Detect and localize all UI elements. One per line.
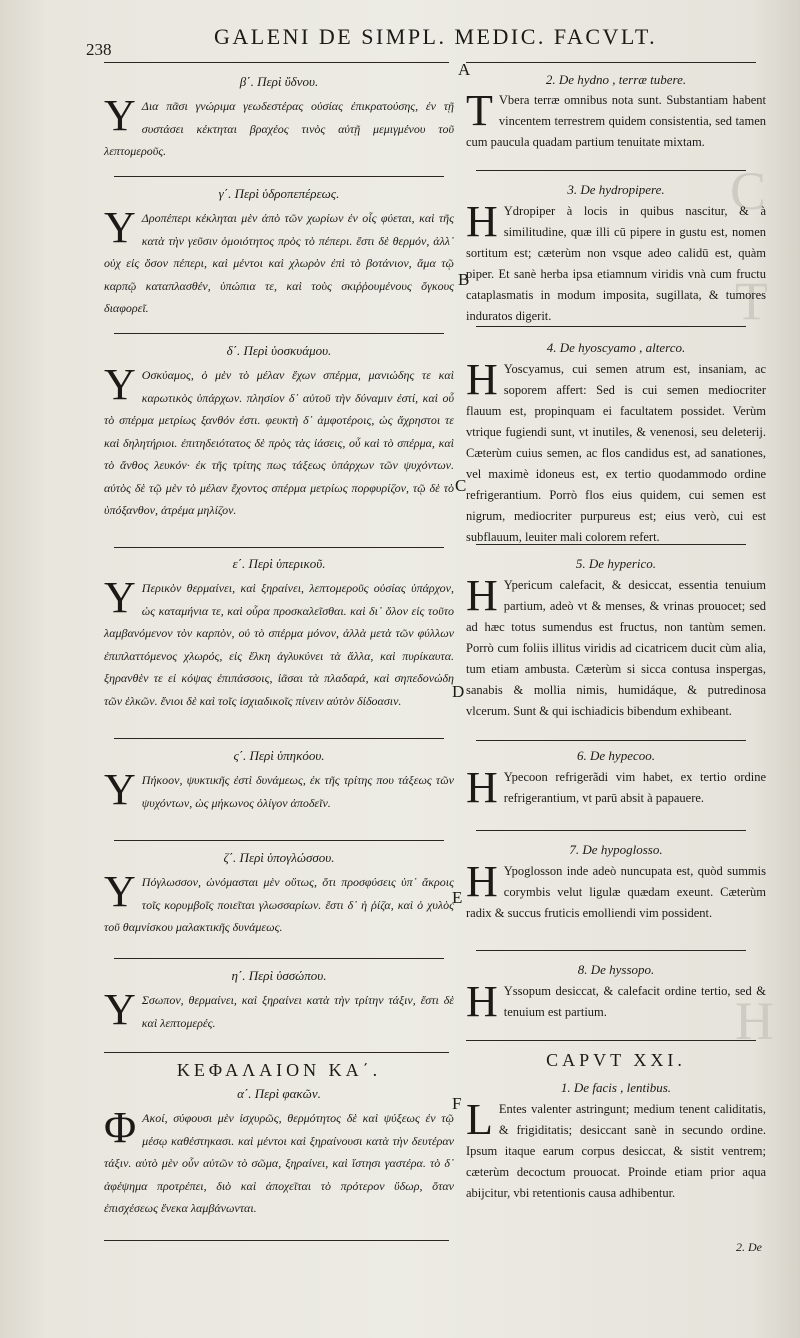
drop-capital: Φ: [104, 1103, 137, 1152]
drop-capital: Υ: [104, 573, 136, 622]
entry-title: 5. De hyperico.: [575, 556, 657, 571]
entry-text: H Ypericum calefacit, & desiccat, essentia tenuium partium, adeò vt & menses, & vrinas prouocet; sed ad hæc totus sumendus est fructus, non tantùm semen. Porrò cum foliis illitus viridis ad cicatricem ducit cùm alia, tum etiam ambusta. Cæterùm si sicca contusa inspergas, sanabis & mollia nimis, humidáque, & putredinosa vlcerum. Sunt & qui ischiadicis bibendum exhibeant.: [466, 571, 766, 718]
entry-hydropiper-gr: [104, 186, 454, 320]
entry-title: ς΄. Περὶ ὑπηκόου.: [233, 748, 325, 763]
drop-capital: Υ: [104, 765, 136, 814]
entry-hypecoon: [466, 748, 766, 812]
entry-lentils-gr: [104, 1086, 454, 1220]
column-rule: [466, 62, 756, 63]
entry-title: α΄. Περὶ φακῶν.: [237, 1086, 321, 1101]
drop-capital: L: [466, 1095, 493, 1144]
entry-hypoglosson-gr: [104, 850, 454, 939]
bleed-through-mark: C: [730, 161, 767, 221]
entry-text: H Yssopum desiccat, & calefacit ordine tertio, sed & tenuium est partium.: [466, 977, 766, 1026]
entry-title: ε΄. Περὶ ὑπερικοῦ.: [232, 556, 326, 571]
entry-text: Υ Οσκύαμος, ὁ μὲν τὸ μέλαν ἔχων σπέρμα, μανιώδης τε καὶ καρωτικὸς ὑπάρχων. πλησίον δ᾽ αὐτοῦ τὴν δύναμιν ἐστί, καὶ οὗ τὸ σπέρμα μετρίως ξανθόν ἐστι. φευκτὴ δ᾽ ἀμφοτέροις, ὡς ἄχρηστοι τε καὶ δηλητήριοι. ἐπιτηδειότατος δὲ πρὸς τὰς ἰάσεις, οὗ καὶ τὸ σπέρμα, καὶ τὸ ἄνθος λευκόν· ἐκ τῆς τρίτης πως τάξεως ὑπάρχων τῶν ψυχόντων. αὐτὸς δὲ τῷ μὲν τὸ μέλαν ἔχοντος σπέρμα μετρίως πορφυρίζον, τῷ δὲ τὸ ὑπόξανθον, ἀτρέμα μηλίζον.: [104, 360, 454, 517]
margin-letter-f: F: [452, 1094, 462, 1113]
entry-rule: [476, 326, 746, 327]
drop-capital: H: [466, 763, 498, 812]
entry-rule: [114, 547, 444, 548]
entry-text: Υ Σσωπον, θερμαίνει, καὶ ξηραίνει κατὰ τὴν τρίτην τάξιν, ἔστι δὲ καὶ λεπτομερές.: [104, 985, 454, 1034]
margin-letter-e: E: [452, 888, 463, 907]
entry-title: 8. De hyssopo.: [577, 962, 655, 977]
entry-text: H Ydropiper à locis in quibus nascitur, & à similitudine, quæ illi cū pipere in gustu est, nomen sortitum est; cæterùm non vsque adeo calidū est, quàm piper. Et sanè herba ipsa etiamnum viridis vnà cum fructu cataplasmatis in modum imposita, sugillata, & tumores induratos digerit.: [466, 197, 766, 323]
chapter-rule: [104, 1052, 449, 1053]
drop-capital: T: [466, 86, 493, 135]
entry-title: η΄. Περὶ ὑσσώπου.: [231, 968, 327, 983]
entry-rule: [476, 950, 746, 951]
margin-letter-a: A: [458, 60, 471, 79]
entry-hydnum: [466, 72, 766, 153]
entry-rule: [476, 544, 746, 545]
drop-capital: Υ: [104, 203, 136, 252]
entry-text: T Vbera terræ omnibus nota sunt. Substantiam habent vincentem terrestrem quidem consistentia, sed tamen cum paucula quadam partium tenuitate mixtam.: [466, 86, 766, 149]
entry-text: Φ Ακοί, σύφουσι μὲν ἰσχυρῶς, θερμότητος δὲ καὶ ψύξεως ἐν τῷ μέσῳ καθέστηκασι. καὶ μέντοι καὶ ξηραίνουσι κατὰ τὴν δευτέραν τάξιν. αὐτὸ μὲν οὖν αὐτῶν τὸ σῶμα, ξηραίνει, καὶ ἵστησι γαστέρα. τὸ δ᾽ ἀφέψημα προτρέπει, διὸ καὶ ἀποχεῖται τὸ πρότερον ὕδωρ, ὅταν ἐπισχέσεως ἕνεκα λαμβάνωνται.: [104, 1103, 454, 1215]
entry-rule: [114, 333, 444, 334]
entry-text: L Entes valenter astringunt; medium tenent caliditatis, & frigiditatis; desiccant sanè in secundo ordine. Ipsum itaque earum corpus desiccat, & sistit ventrem; cæterùm decoctum prouocat. Proinde etiam prior aqua abijcitur, vbi retentionis causa adhibentur.: [466, 1095, 766, 1200]
entry-lentes: [466, 1080, 766, 1204]
entry-hypecoon-gr: [104, 748, 454, 814]
entry-title: 2. De hydno , terræ tubere.: [545, 72, 687, 87]
bleed-through-mark: T: [735, 271, 768, 331]
column-rule: [104, 62, 449, 63]
bleed-through-mark: H: [735, 991, 774, 1051]
drop-capital: Υ: [104, 867, 136, 916]
entry-hyoscyamus-gr: [104, 343, 454, 522]
entry-text: H Yoscyamus, cui semen atrum est, insaniam, ac soporem affert: Sed is cui semen mediocriter flauum est, propinquam ei facultatem possidet. Verùm vtrique fugiendi sunt, vt inutiles, & venenosi, seu deleterij. Cæterùm cuius semen, ac flos candidus est, ad sanationes, vel maximè idoneus est, ex tertio quodammodo ordine refrigerantium. Porrò flos eius quidem, cui semen est nigrum, mediocriter purpureus est; eius verò, cui est subflauum, leuiter mali colorem refert.: [466, 355, 766, 544]
entry-hypoglossum: [466, 842, 766, 924]
entry-text: Υ Πόγλωσσον, ὠνόμασται μὲν οὕτως, ὅτι προσφύσεις ὑπ᾽ ἄκροις τοῖς κορυμβοῖς ποιεῖται γλωσσαρίων. ἔστι δ᾽ ἡ ῥίζα, καὶ ὁ χυλὸς τοῦ θαμνίσκου μαλακτικῆς δυνάμεως.: [104, 867, 454, 934]
margin-letter-d: D: [452, 682, 465, 701]
entry-title: β΄. Περὶ ὕδνου.: [239, 74, 319, 89]
entry-text: Υ Δια πᾶσι γνώριμα γεωδεστέρας οὐσίας ἐπικρατούσης, ἐν τῇ συστάσει κέκτηται βραχέος τινὸς αὐτῇ μεμιγμένου τοῦ λεπτομεροῦς.: [104, 91, 454, 158]
entry-text: H Ypoglosson inde adeò nuncupata est, quòd summis corymbis velut ligulæ quædam exeunt. Cæterùm radix & succus fruticis emolliendi vim possident.: [466, 857, 766, 920]
entry-hydnon: [104, 74, 454, 163]
entry-title: ζ΄. Περὶ ὑπογλώσσου.: [223, 850, 335, 865]
margin-letter-b: B: [458, 270, 470, 289]
entry-rule: [114, 840, 444, 841]
page-number: 238: [86, 40, 112, 59]
entry-title: δ΄. Περὶ ὑοσκυάμου.: [226, 343, 332, 358]
entry-rule: [476, 170, 746, 171]
chapter-heading-greek: ΚΕΦΑΛΑΙΟΝ ΚΑ΄.: [176, 1060, 382, 1080]
drop-capital: H: [466, 977, 498, 1026]
entry-title: 1. De facis , lentibus.: [560, 1080, 672, 1095]
entry-hyssopon-gr: [104, 968, 454, 1034]
drop-capital: H: [466, 571, 498, 620]
column-end-rule: [104, 1240, 449, 1241]
chapter-rule: [466, 1040, 756, 1041]
entry-rule: [114, 176, 444, 177]
catchword: 2. De: [736, 1240, 762, 1254]
chapter-heading-latin: CAPVT XXI.: [546, 1050, 686, 1070]
entry-title: 6. De hypecoo.: [577, 748, 655, 763]
entry-hypericum-gr: [104, 556, 454, 712]
entry-rule: [476, 830, 746, 831]
drop-capital: Υ: [104, 985, 136, 1034]
entry-title: 4. De hyoscyamo , alterco.: [546, 340, 686, 355]
entry-hydropiper: [466, 182, 766, 327]
entry-rule: [114, 738, 444, 739]
entry-title: γ΄. Περὶ ὑδροπεπέρεως.: [218, 186, 340, 201]
entry-rule: [114, 958, 444, 959]
entry-text: Υ Περικὸν θερμαίνει, καὶ ξηραίνει, λεπτομεροῦς οὐσίας ὑπάρχον, ὡς καταμήνια τε, καὶ οὖρα προσκαλεῖσθαι. καὶ δι᾽ ὅλον εἰς τοῦτο λαμβανόμενον τὸν καρπὸν, οὐ τὸ σπέρμα μόνον, ἀλλὰ μετὰ τῶν φύλλων ἐπιπλαττόμενος χλωρός, εἰς ἕλκη ἀγλυκύνει τὰ ἄλλα, καὶ πυρίκαυτα. ξηρανθὲν τε εἰ κόψας ἐπιπάσσοις, ἰᾶσαι τὰ πλαδαρά, καὶ σηπεδονώδη τῶν ἑλκῶν. ἔνιοι δὲ καὶ τοῖς ἰσχιαδικοῖς πίνειν αὐτὸν δίδοασιν.: [104, 573, 454, 708]
running-head: GALENI DE SIMPL. MEDIC. FACVLT.: [214, 24, 658, 49]
drop-capital: H: [466, 857, 498, 906]
entry-title: 7. De hypoglosso.: [569, 842, 663, 857]
entry-hyoscyamus: [466, 340, 766, 548]
drop-capital: H: [466, 355, 498, 404]
drop-capital: Υ: [104, 360, 136, 409]
entry-title: 3. De hydropipere.: [567, 182, 665, 197]
drop-capital: Υ: [104, 91, 136, 140]
entry-text: Υ Δροπέπερι κέκληται μὲν ἀπὸ τῶν χωρίων ἐν οἷς φύεται, καὶ τῆς κατὰ τὴν γεῦσιν ὁμοιότητος πρὸς τὸ πέπερι. ἔστι δὲ θερμόν, ἀλλ᾽ οὐχ εἰς ὅσον πέπερι, καὶ μέντοι καὶ χλωρὸν ἐπὶ τὸ βοτάνιον, ἅμα τῷ καρπῷ καταπλασθέν, ὑπώπια τε, καὶ τοὺς σκιῤῥουμένους ὄγκους διαφορεῖ.: [104, 203, 454, 315]
entry-rule: [476, 740, 746, 741]
entry-hyssopum: [466, 962, 766, 1026]
drop-capital: H: [466, 197, 498, 246]
entry-text: Υ Πήκοον, ψυκτικῆς ἐστὶ δυνάμεως, ἐκ τῆς τρίτης που τάξεως τῶν ψυχόντων, ὡς μήκωνος ὀλίγον ἀποδεῖν.: [104, 765, 454, 814]
entry-text: H Ypecoon refrigerãdi vim habet, ex tertio ordine refrigerantium, vt parū absit à papauere.: [466, 763, 766, 812]
margin-letter-c: C: [455, 476, 467, 495]
entry-hypericum: [466, 556, 766, 722]
